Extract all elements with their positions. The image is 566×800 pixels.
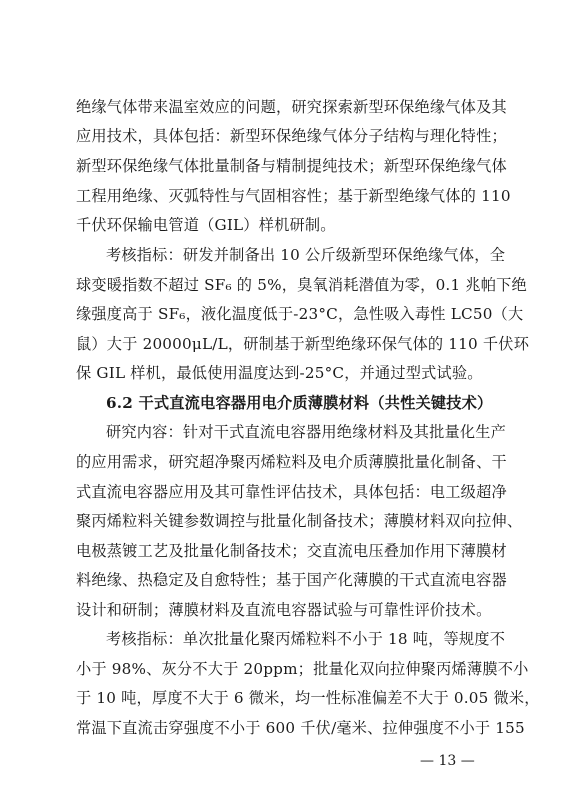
text-line: 聚丙烯粒料关键参数调控与批量化制备技术；薄膜材料双向拉伸、 — [76, 512, 523, 530]
text-line: 的应用需求，研究超净聚丙烯粒料及电介质薄膜批量化制备、干 — [76, 453, 507, 471]
text-line: 料绝缘、热稳定及自愈特性；基于国产化薄膜的干式直流电容器 — [76, 571, 507, 589]
text-line: 应用技术，具体包括：新型环保绝缘气体分子结构与理化特性； — [76, 127, 507, 145]
text-line: 常温下直流击穿强度不小于 600 千伏/毫米、拉伸强度不小于 155 — [76, 719, 525, 737]
text-line: 缘强度高于 SF₆，液化温度低于-23°C，急性吸入毒性 LC50（大 — [76, 305, 524, 323]
text-line: 保 GIL 样机，最低使用温度达到-25°C，并通过型式试验。 — [76, 364, 483, 382]
text-line: 鼠）大于 20000μL/L，研制基于新型绝缘环保气体的 110 千伏环 — [76, 335, 530, 353]
text-line: 新型环保绝缘气体批量制备与精制提纯技术；新型环保绝缘气体 — [76, 157, 507, 175]
section-heading: 6.2 干式直流电容器用电介质薄膜材料（共性关键技术） — [106, 394, 493, 412]
text-line: 考核指标：研发并制备出 10 公斤级新型环保绝缘气体，全 — [106, 246, 506, 264]
text-line: 千伏环保输电管道（GIL）样机研制。 — [76, 216, 336, 234]
text-line: 电极蒸镀工艺及批量化制备技术；交直流电压叠加作用下薄膜材 — [76, 542, 507, 560]
text-line: 设计和研制；薄膜材料及直流电容器试验与可靠性评价技术。 — [76, 601, 492, 619]
text-line: 工程用绝缘、灭弧特性与气固相容性；基于新型绝缘气体的 110 — [76, 187, 511, 205]
text-line: 小于 98%、灰分不大于 20ppm；批量化双向拉伸聚丙烯薄膜不小 — [76, 660, 529, 678]
text-line: 绝缘气体带来温室效应的问题，研究探索新型环保绝缘气体及其 — [76, 98, 507, 116]
text-line: 球变暖指数不超过 SF₆ 的 5%，臭氧消耗潜值为零，0.1 兆帕下绝 — [76, 276, 527, 294]
text-line: 于 10 吨，厚度不大于 6 微米，均一性标准偏差不大于 0.05 微米， — [76, 689, 540, 707]
text-line: 考核指标：单次批量化聚丙烯粒料不小于 18 吨，等规度不 — [106, 630, 506, 648]
text-line: 式直流电容器应用及其可靠性评估技术，具体包括：电工级超净 — [76, 483, 507, 501]
text-line: 研究内容：针对干式直流电容器用绝缘材料及其批量化生产 — [106, 423, 507, 441]
page-number: — 13 — — [420, 753, 475, 769]
